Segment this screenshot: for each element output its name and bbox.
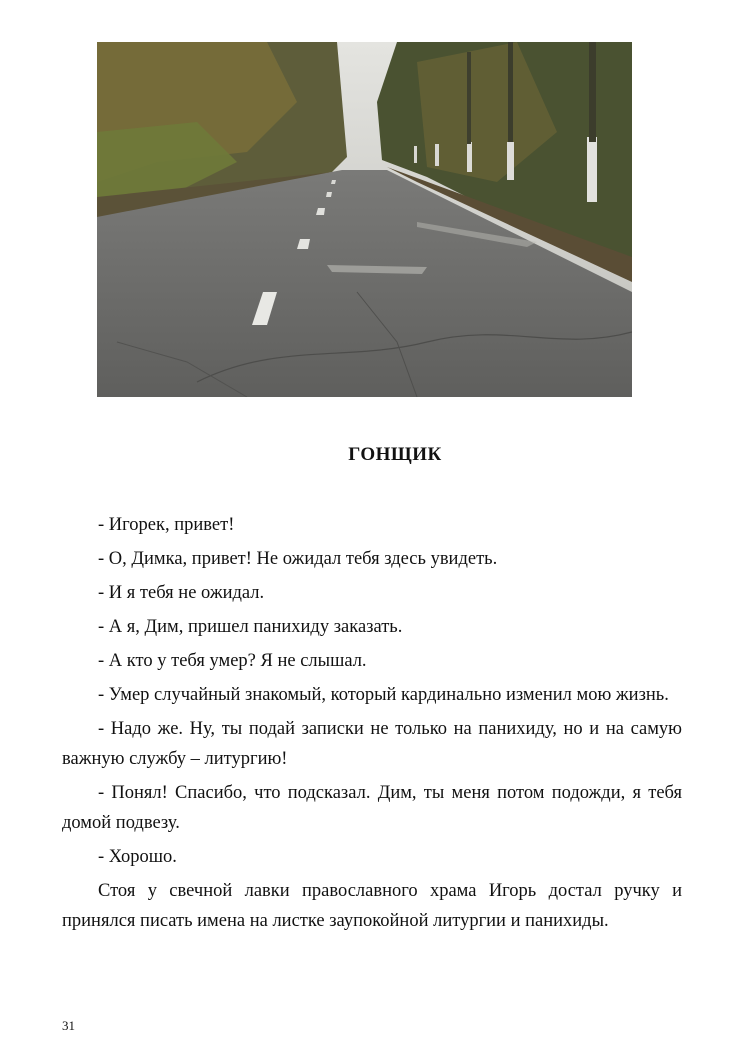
paragraph: - Хорошо.: [98, 847, 177, 867]
paragraph: Стоя у свечной лавки православного храма Игорь достал ручку и принялся писать имена на листке заупокойной литургии и панихиды.: [62, 881, 682, 931]
story-title: ГОНЩИК: [348, 444, 442, 465]
paragraph: - О, Димка, привет! Не ожидал тебя здесь увидеть.: [98, 549, 498, 569]
page-number: 31: [62, 1018, 75, 1033]
story-body: [62, 510, 682, 940]
paragraph: - И я тебя не ожидал.: [98, 583, 265, 603]
paragraph: - Умер случайный знакомый, который кардинально изменил мою жизнь.: [98, 685, 669, 705]
road-photo: [97, 42, 632, 397]
paragraph: - Игорек, привет!: [98, 515, 235, 535]
paragraph: - Надо же. Ну, ты подай записки не только на панихиду, но и на самую важную службу – литургию!: [62, 719, 682, 769]
paragraph: - А я, Дим, пришел панихиду заказать.: [98, 617, 403, 637]
road-photo-illustration: [97, 42, 632, 397]
paragraph: - Понял! Спасибо, что подсказал. Дим, ты меня потом подожди, я тебя домой подвезу.: [62, 783, 682, 833]
paragraph: - А кто у тебя умер? Я не слышал.: [98, 651, 367, 671]
